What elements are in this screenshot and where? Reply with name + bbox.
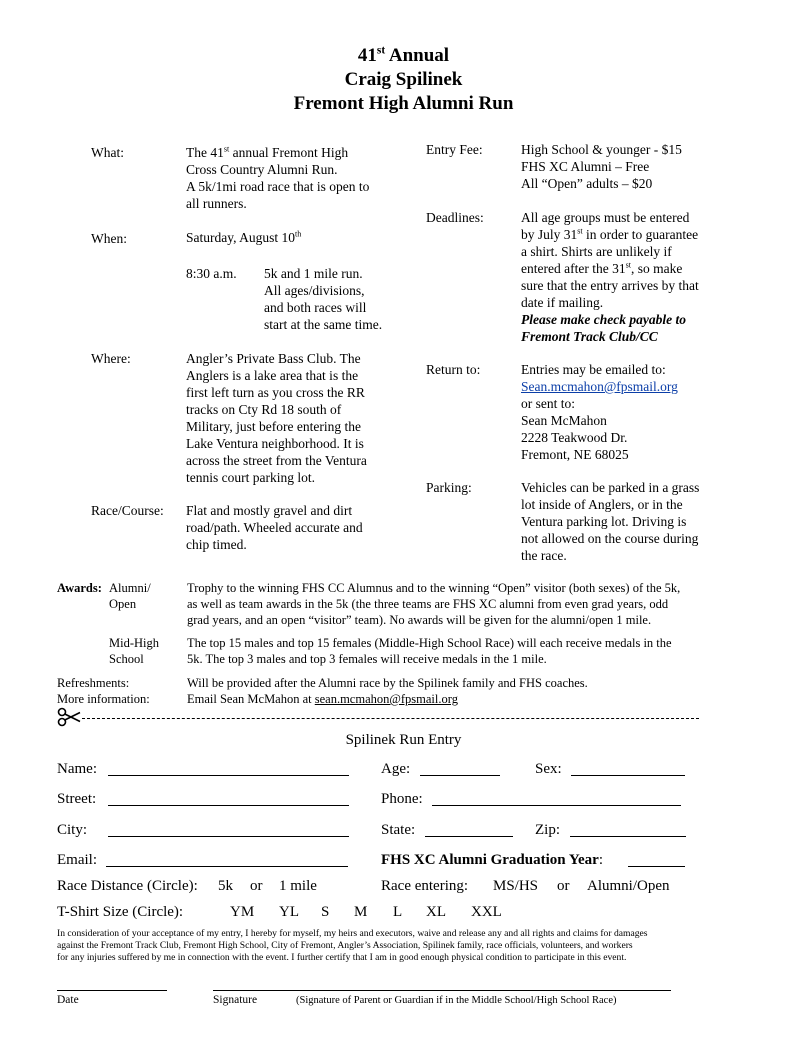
parking-label: Parking: bbox=[426, 480, 472, 495]
state-label: State: bbox=[381, 822, 416, 838]
signature-line[interactable] bbox=[213, 990, 671, 991]
entering-option-mshs[interactable]: MS/HS bbox=[493, 878, 539, 894]
date-label: Date bbox=[57, 994, 79, 1006]
shirt-size-m[interactable]: M bbox=[354, 904, 368, 920]
course-details: Flat and mostly gravel and dirt road/path. Wheeled accurate and chip timed. bbox=[186, 503, 363, 552]
zip-field[interactable] bbox=[570, 823, 686, 837]
title-line-1: 41st Annual bbox=[357, 44, 450, 66]
shirt-size-xl[interactable]: XL bbox=[426, 904, 446, 920]
email-label: Email: bbox=[57, 852, 97, 868]
phone-field[interactable] bbox=[432, 792, 681, 806]
title-line-3: Fremont High Alumni Run bbox=[293, 93, 514, 114]
age-field[interactable] bbox=[420, 762, 500, 776]
awards-midhigh-text: The top 15 males and top 15 females (Middle-High School Race) will each receive medals in the 5k. The top 3 males and top 3 females will receive medals in the 1 mile. bbox=[187, 636, 672, 666]
waiver-text: In consideration of your acceptance of my entry, I hereby for myself, my heirs and executors, waive and release any and all rights and claims for damages against the Fremont Track Club, Fremont High School, City of Fremont, Angler’s Association, Spilinek family, race officials, volunteers, and workers for any injuries suffered by me in connection with the event. I further certify that I am in good enough physical condition to participate in this event. bbox=[57, 928, 648, 963]
distance-label: Race Distance (Circle): bbox=[57, 878, 198, 894]
return-details: Entries may be emailed to: Sean.mcmahon@fpsmail.org or sent to: Sean McMahon 2228 Teakwood Dr. Fremont, NE 68025 bbox=[521, 362, 678, 462]
name-field[interactable] bbox=[108, 762, 349, 776]
grad-year-field[interactable] bbox=[628, 853, 685, 867]
street-field[interactable] bbox=[108, 792, 349, 806]
email-field[interactable] bbox=[106, 853, 348, 867]
shirt-size-l[interactable]: L bbox=[393, 904, 403, 920]
shirt-size-xxl[interactable]: XXL bbox=[471, 904, 502, 920]
distance-option-5k[interactable]: 5k bbox=[218, 878, 233, 894]
phone-label: Phone: bbox=[381, 791, 423, 807]
city-label: City: bbox=[57, 822, 88, 838]
return-email-link[interactable]: Sean.mcmahon@fpsmail.org bbox=[521, 379, 678, 394]
shirt-size-label: T-Shirt Size (Circle): bbox=[57, 904, 184, 920]
when-time: 8:30 a.m. bbox=[186, 266, 237, 281]
signature-label: Signature bbox=[213, 994, 258, 1006]
parking-details: Vehicles can be parked in a grass lot inside of Anglers, or in the Ventura parking lot. Driving is not allowed on the course during the race. bbox=[521, 480, 700, 563]
cut-line bbox=[82, 718, 699, 719]
title-line-2: Craig Spilinek bbox=[344, 69, 463, 90]
distance-or: or bbox=[250, 878, 263, 894]
more-info-email-link[interactable]: sean.mcmahon@fpsmail.org bbox=[314, 692, 458, 706]
when-label: When: bbox=[91, 231, 127, 246]
city-field[interactable] bbox=[108, 823, 349, 837]
more-info-label: More information: bbox=[57, 692, 150, 706]
when-details: 5k and 1 mile run. All ages/divisions, and both races will start at the same time. bbox=[264, 266, 383, 332]
awards-category-midhigh: Mid-High School bbox=[109, 636, 159, 666]
date-line[interactable] bbox=[57, 990, 167, 991]
sex-label: Sex: bbox=[535, 761, 562, 777]
awards-alumni-text: Trophy to the winning FHS CC Alumnus and to the winning “Open” visitor (both sexes) of the 5k, as well as team awards in the 5k (the three teams are FHS XC alumni from even grad years, odd grad years, and an open “visitor” team). No awards will be given for the alumni/open 1 mile. bbox=[187, 581, 681, 627]
return-label: Return to: bbox=[426, 362, 481, 377]
refreshments-label: Refreshments: bbox=[57, 676, 130, 690]
entering-or: or bbox=[557, 878, 570, 894]
where-label: Where: bbox=[91, 351, 131, 366]
signature-note: (Signature of Parent or Guardian if in the Middle School/High School Race) bbox=[296, 995, 617, 1006]
grad-year-label: FHS XC Alumni Graduation Year: bbox=[381, 852, 603, 868]
fee-details: High School & younger - $15 FHS XC Alumni – Free All “Open” adults – $20 bbox=[521, 142, 682, 191]
zip-label: Zip: bbox=[535, 822, 560, 838]
street-label: Street: bbox=[57, 791, 97, 807]
what-details: The 41st annual Fremont High Cross Country Alumni Run. A 5k/1mi road race that is open to all runners. bbox=[186, 144, 370, 211]
shirt-size-ym[interactable]: YM bbox=[230, 904, 255, 920]
when-date: Saturday, August 10th bbox=[186, 229, 302, 245]
age-label: Age: bbox=[381, 761, 411, 777]
fee-label: Entry Fee: bbox=[426, 142, 483, 157]
awards-label: Awards: bbox=[57, 581, 102, 595]
state-field[interactable] bbox=[425, 823, 513, 837]
what-label: What: bbox=[91, 145, 124, 160]
shirt-size-yl[interactable]: YL bbox=[279, 904, 299, 920]
entering-option-alumni-open[interactable]: Alumni/Open bbox=[587, 878, 670, 894]
scissors-icon bbox=[57, 707, 81, 727]
deadlines-label: Deadlines: bbox=[426, 210, 484, 225]
more-info-text: Email Sean McMahon at sean.mcmahon@fpsmail.org bbox=[187, 692, 458, 706]
distance-option-1mile[interactable]: 1 mile bbox=[279, 878, 317, 894]
awards-category-alumni: Alumni/ Open bbox=[109, 581, 151, 611]
refreshments-text: Will be provided after the Alumni race by the Spilinek family and FHS coaches. bbox=[187, 676, 588, 690]
entering-label: Race entering: bbox=[381, 878, 469, 894]
shirt-size-s[interactable]: S bbox=[321, 904, 330, 920]
name-label: Name: bbox=[57, 761, 97, 777]
sex-field[interactable] bbox=[571, 762, 685, 776]
entry-title: Spilinek Run Entry bbox=[345, 732, 462, 748]
check-payable-club: Fremont Track Club/CC bbox=[521, 329, 658, 344]
course-label: Race/Course: bbox=[91, 503, 164, 518]
where-details: Angler’s Private Bass Club. The Anglers is a lake area that is the first left turn as you cross the RR tracks on Cty Rd 18 south of Military, just before entering the Lake Ventura neighborhood. It is across the street from the Ventura tennis court parking lot. bbox=[186, 351, 367, 485]
check-payable-note: Please make check payable to bbox=[521, 312, 686, 327]
deadlines-details: All age groups must be entered by July 31st in order to guarantee a shirt. Shirts are unlikely if entered after the 31st, so make sure that the entry arrives by that date if mailing. Please make check payable to Fremont Track Club/CC bbox=[521, 210, 699, 344]
